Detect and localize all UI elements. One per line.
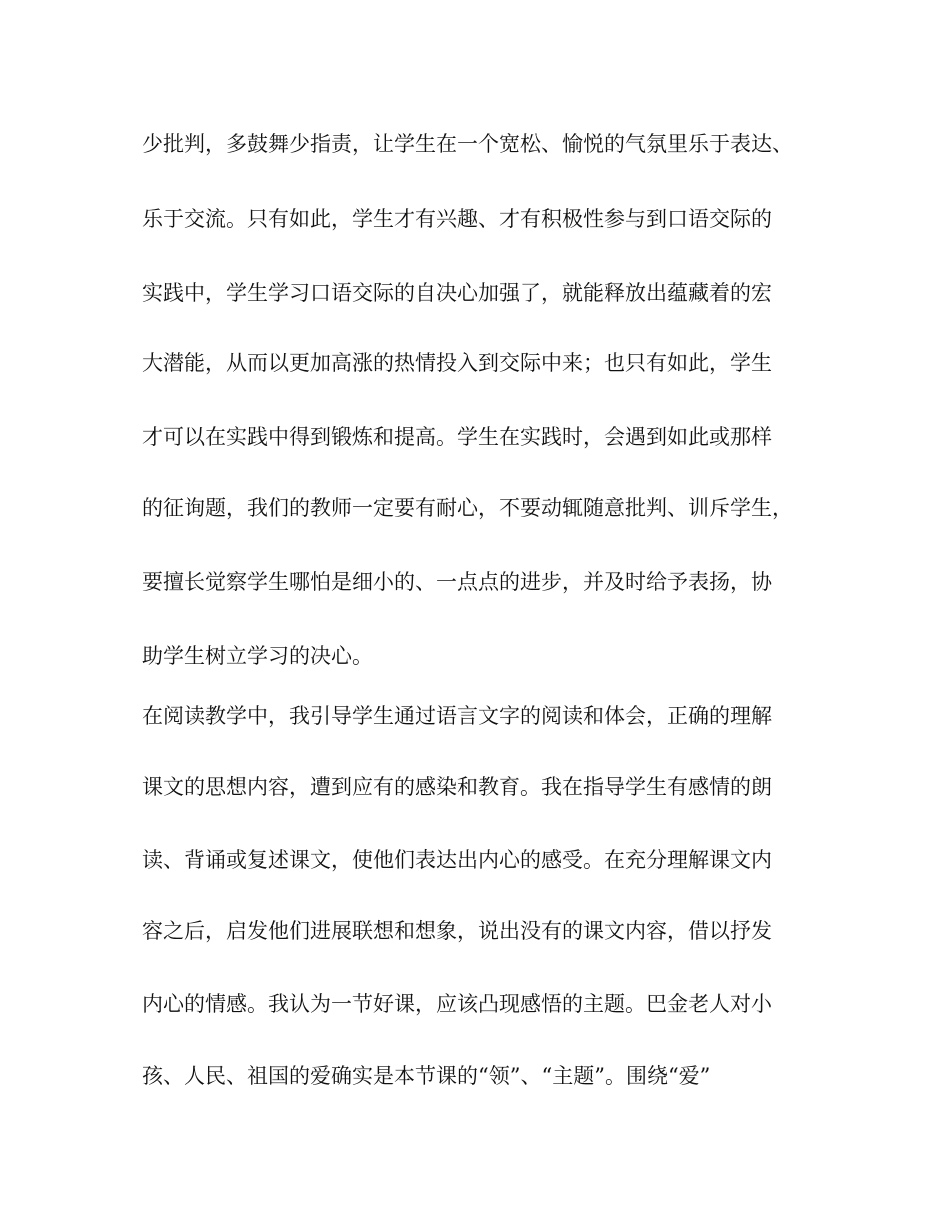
text-line: 容之后，启发他们进展联想和想象，说出没有的课文内容，借以抒发	[142, 919, 772, 943]
text-line: 要擅长觉察学生哪怕是细小的、一点点的进步，并及时给予表扬，协	[142, 570, 772, 594]
text-line: 少批判，多鼓舞少指责，让学生在一个宽松、愉悦的气氛里乐于表达、	[142, 132, 793, 156]
text-line: 的征询题，我们的教师一定要有耐心，不要动辄随意批判、训斥学生，	[142, 496, 793, 520]
text-line: 大潜能，从而以更加高涨的热情投入到交际中来；也只有如此，学生	[142, 351, 772, 375]
text-line: 乐于交流。只有如此，学生才有兴趣、才有积极性参与到口语交际的	[142, 207, 772, 231]
text-line: 读、背诵或复述课文，使他们表达出内心的感受。在充分理解课文内	[142, 848, 772, 872]
text-line: 孩、人民、祖国的爱确实是本节课的“领”、“主题”。围绕“爱”	[142, 1064, 711, 1088]
text-line: 课文的思想内容，遭到应有的感染和教育。我在指导学生有感情的朗	[142, 775, 772, 799]
text-line: 内心的情感。我认为一节好课，应该凸现感悟的主题。巴金老人对小	[142, 992, 772, 1016]
text-line: 才可以在实践中得到锻炼和提高。学生在实践时，会遇到如此或那样	[142, 425, 772, 449]
text-line: 助学生树立学习的决心。	[142, 644, 373, 668]
text-line: 实践中，学生学习口语交际的自决心加强了，就能释放出蕴藏着的宏	[142, 281, 772, 305]
text-line: 在阅读教学中，我引导学生通过语言文字的阅读和体会，正确的理解	[142, 704, 772, 728]
